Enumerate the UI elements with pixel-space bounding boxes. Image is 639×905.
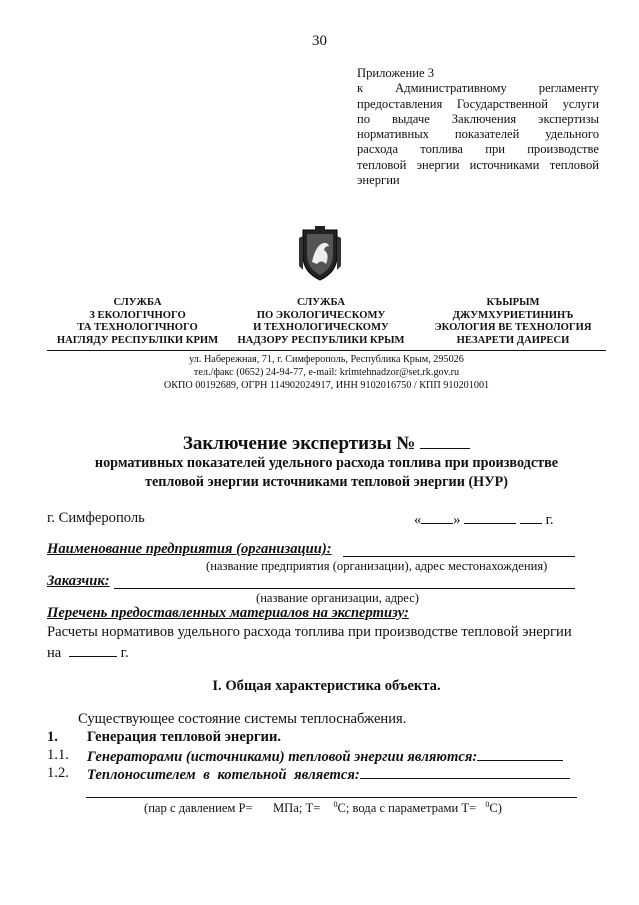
- title-text: Заключение экспертизы №: [182, 433, 416, 454]
- org-line: ДЖУМХУРИЕТИНИНЪ: [452, 309, 574, 321]
- subtitle-line: нормативных показателей удельного расхода топлива при производстве: [94, 455, 559, 471]
- customer-blank[interactable]: [114, 588, 575, 589]
- appendix-line: тепловой энергии источниками тепловой: [357, 157, 599, 172]
- org-name-ukrainian: [45, 297, 230, 347]
- org-line: ПО ЭКОЛОГИЧЕСКОМУ: [256, 309, 386, 321]
- section-heading: I. Общая характеристика объекта.: [212, 678, 441, 694]
- appendix-note: [357, 66, 599, 188]
- enterprise-hint: (название предприятия (организации), адрес местонахождения): [206, 559, 548, 573]
- coat-of-arms-icon: [297, 226, 343, 282]
- org-line: НЕЗАРЕТИ ДАИРЕСИ: [456, 334, 570, 346]
- appendix-line: энергии: [357, 173, 400, 188]
- heat-carrier-params: [144, 800, 502, 816]
- period-suffix: г.: [120, 645, 129, 661]
- customer-hint: (название организации, адрес): [256, 591, 419, 605]
- year-blank[interactable]: [520, 510, 542, 524]
- item-number: 1.: [47, 729, 58, 745]
- appendix-line: к Административному регламенту: [357, 81, 599, 96]
- materials-label: Перечень предоставленных материалов на экспертизу:: [47, 605, 409, 621]
- address-line: ул. Набережная, 71, г. Симферополь, Республика Крым, 295026: [189, 354, 464, 365]
- water-params-label: С; вода с параметрами Т=: [337, 801, 477, 816]
- org-line: СЛУЖБА: [113, 297, 162, 308]
- org-line: НАГЛЯДУ РЕСПУБЛІКИ КРИМ: [56, 334, 219, 346]
- document-subtitle: [47, 454, 606, 492]
- date-line: [414, 510, 554, 529]
- month-blank[interactable]: [464, 510, 516, 524]
- appendix-line: Приложение 3: [357, 66, 435, 80]
- item-1-1-text: Генераторами (источниками) тепловой энергии являются:: [87, 749, 478, 765]
- appendix-line: по выдаче Заключения экспертизы: [357, 111, 599, 126]
- org-line: ЭКОЛОГИЯ ВЕ ТЕХНОЛОГИЯ: [434, 322, 592, 334]
- org-line: И ТЕХНОЛОГИЧЕСКОМУ: [253, 322, 389, 334]
- org-line: КЪЫРЫМ: [486, 297, 540, 308]
- heat-carrier-blank-2[interactable]: [86, 797, 577, 798]
- customer-label: Заказчик:: [47, 573, 110, 589]
- org-name-russian: [226, 297, 416, 347]
- year-suffix: г.: [545, 512, 554, 528]
- materials-period: [47, 643, 129, 662]
- heat-carrier-blank[interactable]: [360, 765, 570, 779]
- degree-mark: 0: [333, 800, 338, 809]
- page-number: 30: [312, 33, 327, 49]
- period-year-blank[interactable]: [69, 643, 117, 657]
- enterprise-blank[interactable]: [343, 556, 575, 557]
- item-1-text: Генерация тепловой энергии.: [87, 729, 282, 745]
- appendix-line: расхода топлива при производстве: [357, 142, 599, 157]
- degree-mark: 0: [485, 800, 490, 809]
- number-blank[interactable]: [420, 432, 470, 449]
- city-name: г. Симферополь: [47, 510, 145, 526]
- appendix-line: нормативных показателей удельного: [357, 127, 599, 142]
- org-name-crimean-tatar: [420, 297, 606, 347]
- generators-blank[interactable]: [477, 747, 563, 761]
- org-line: ТА ТЕХНОЛОГІЧНОГО: [77, 322, 198, 334]
- item-1: [47, 729, 58, 746]
- registration-codes-line: ОКПО 00192689, ОГРН 114902024917, ИНН 9102016750 / КПП 910201001: [163, 380, 490, 391]
- phone-email-line: тел./факс (0652) 24-94-77, e-mail: krimtehnadzor@set.rk.gov.ru: [193, 367, 460, 378]
- temperature-label: МПа; Т=: [272, 801, 321, 816]
- header-divider: [47, 350, 606, 351]
- pressure-label: (пар с давлением Р=: [144, 801, 253, 816]
- item-1-1-number: 1.1.: [47, 747, 69, 763]
- org-line: СЛУЖБА: [296, 297, 346, 308]
- system-intro: Существующее состояние системы теплоснабжения.: [78, 711, 407, 727]
- item-1-2-text: Теплоносителем в котельной является:: [87, 767, 360, 783]
- params-end: С): [489, 801, 502, 816]
- enterprise-label: Наименование предприятия (организации):: [47, 541, 332, 557]
- quote-close: »: [453, 512, 461, 528]
- subtitle-line: тепловой энергии источниками тепловой энергии (НУР): [144, 474, 509, 490]
- customer-field: [47, 573, 110, 590]
- item-1-1: [87, 747, 563, 766]
- contact-block: [47, 353, 606, 392]
- enterprise-field: [47, 541, 332, 558]
- item-1-2: [87, 765, 570, 784]
- period-prefix: на: [47, 645, 62, 661]
- day-blank[interactable]: [421, 510, 453, 524]
- materials-field: [47, 605, 409, 622]
- materials-text: Расчеты нормативов удельного расхода топлива при производстве тепловой энергии: [47, 624, 572, 640]
- org-line: НАДЗОРУ РЕСПУБЛИКИ КРЫМ: [237, 334, 405, 346]
- document-title: [47, 432, 606, 455]
- appendix-line: предоставления Государственной услуги: [357, 96, 599, 111]
- quote-open: «: [414, 512, 422, 528]
- item-1-2-number: 1.2.: [47, 765, 69, 781]
- org-line: З ЕКОЛОГІЧНОГО: [89, 309, 186, 321]
